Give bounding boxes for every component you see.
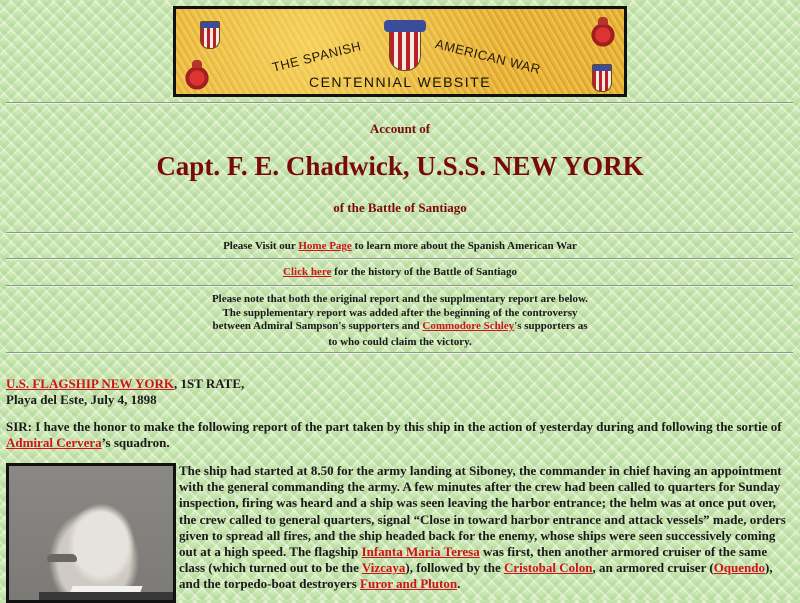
divider [6,232,793,234]
central-us-shield-icon [389,25,421,71]
paragraph-text: , an armored cruiser ( [592,560,714,576]
note-line [0,320,800,334]
admiral-cervera-link[interactable]: Admiral Cervera [6,435,102,450]
note-line: Please note that both the original report and the supplmentary report are below. [211,293,589,305]
portrait-detail [47,554,77,562]
report-heading [6,376,796,408]
commodore-schley-link[interactable]: Commodore Schley [422,320,515,332]
page-title: Capt. F. E. Chadwick, U.S.S. NEW YORK [156,151,644,181]
report-ship-line [6,376,796,392]
battle-history-notice [0,266,800,278]
report-paragraph [179,463,795,593]
note-text: between Admiral Sampson's supporters and [212,320,423,332]
paragraph-text: . [457,576,461,592]
divider [6,102,793,104]
ship-rate: , 1ST RATE, [173,376,245,391]
us-shield-icon [200,21,220,49]
divider [6,258,793,260]
note-line: to who could claim the victory. [328,335,472,348]
cristobal-colon-link[interactable]: Cristobal Colon [504,560,593,576]
sir-text: SIR: I have the honor to make the following report of the part taken by this ship in the action of yesterday during and following the sortie of [6,419,782,434]
spanish-crest-icon [590,21,616,49]
banner-image [173,6,627,97]
banner-ribbon-left: THE SPANISH [270,38,363,75]
report-location-date: Playa del Este, July 4, 1898 [6,392,157,407]
site-banner [173,6,627,97]
visit-prefix: Please Visit our [223,240,299,252]
captain-portrait-photo [6,463,176,603]
portrait-detail [39,592,176,603]
flagship-new-york-link[interactable]: U.S. FLAGSHIP NEW YORK [6,376,174,391]
divider [6,352,793,354]
paragraph-text: The ship had started at 8.50 for the army landing at Siboney, the commander in chief having an appointment with the general commanding the army. A few minutes after the crew had been called to quarters for Sunday inspection, firing was heard and a ship was seen leaving the harbor entrance; the helm was at once put over, the crew called to general quarters, signal “Close in toward harbor entrance and attack vessels” made, orders given to spread all fires, and the ship headed back for the enemy, whose ships were seen successively coming out at a high speed. The flagship [179,463,786,560]
banner-ribbon-right: AMERICAN WAR [433,36,543,77]
vizcaya-link[interactable]: Vizcaya [361,560,406,576]
furor-and-pluton-link[interactable]: Furor and Pluton [360,576,458,592]
paragraph-text: ), followed by the [405,560,505,576]
click-here-link[interactable]: Click here [283,266,332,278]
report-salutation [6,419,796,451]
paragraph-text: ), and the torpedo-boat destroyers [179,560,773,592]
account-of-label: Account of [369,121,431,136]
home-page-link[interactable]: Home Page [298,240,352,252]
divider [6,285,793,287]
report-note [0,293,800,349]
banner-subtitle: CENTENNIAL WEBSITE [308,74,492,90]
oquendo-link[interactable]: Oquendo [713,560,766,576]
cervera-suffix: ’s squadron. [101,435,170,450]
click-suffix: for the history of the Battle of Santiago [331,266,517,278]
page-subtitle: of the Battle of Santiago [333,200,467,215]
note-line: The supplementary report was added after the beginning of the controversy [222,306,578,319]
visit-suffix: to learn more about the Spanish American War [351,240,577,252]
infanta-maria-teresa-link[interactable]: Infanta Maria Teresa [361,544,480,560]
paragraph-text: was first, then another armored cruiser of the same class (which turned out to be the [179,544,768,576]
note-text: 's supporters as [514,320,588,332]
home-page-notice [0,240,800,252]
